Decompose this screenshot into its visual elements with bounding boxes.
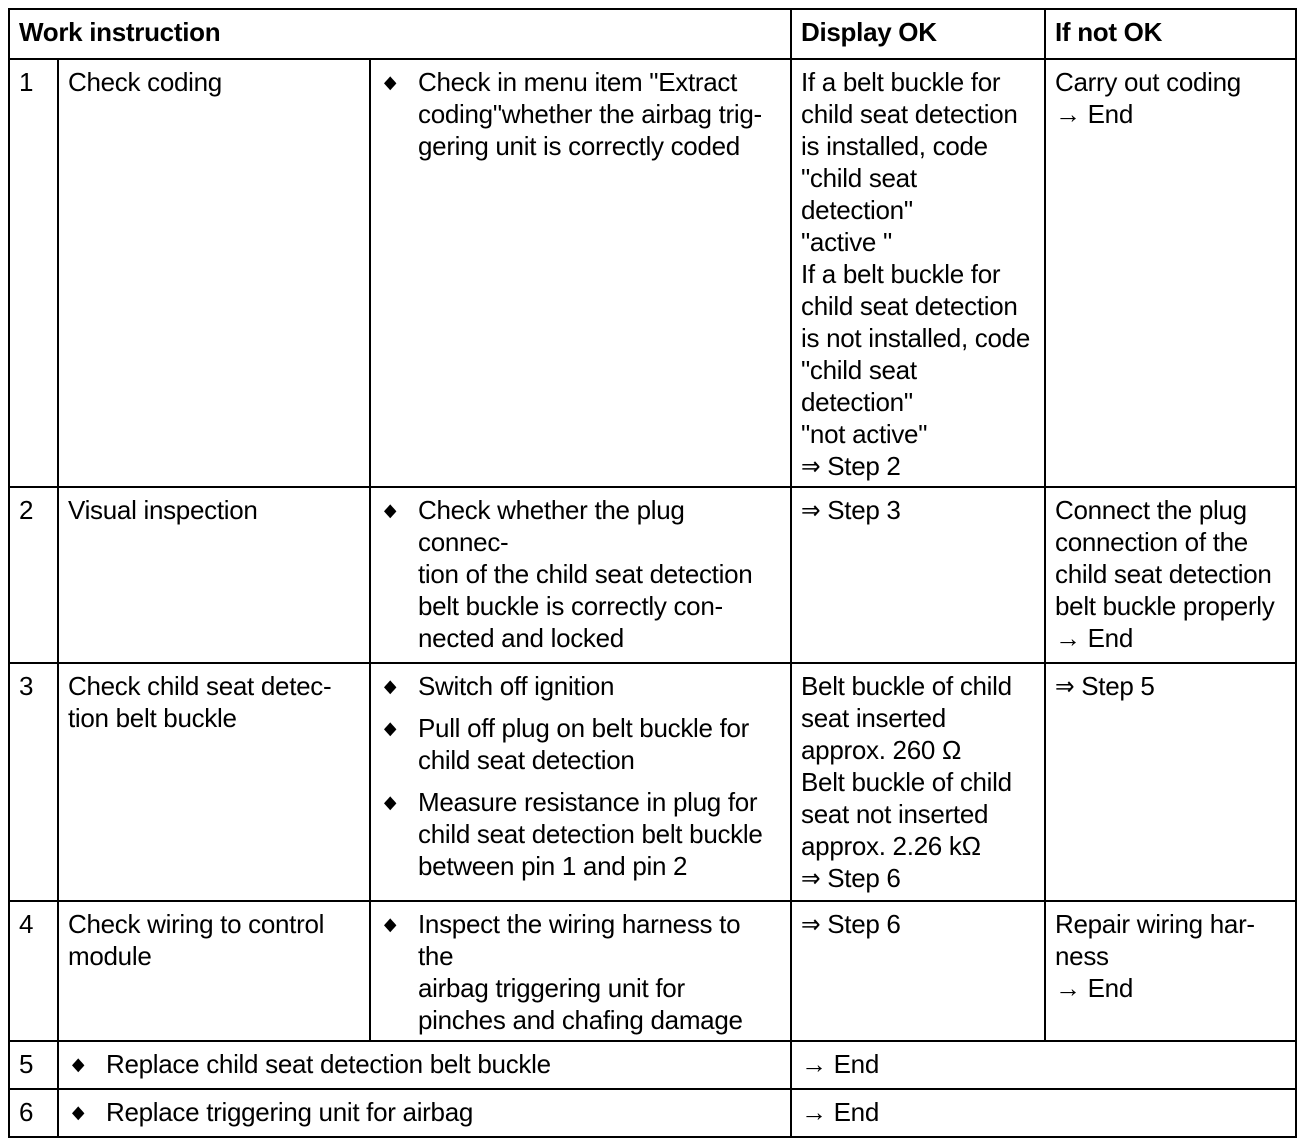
final-result-cell: → End [791, 1041, 1296, 1089]
step-row [9, 663, 1296, 901]
instruction-line: Check in menu item "Extract [418, 67, 738, 97]
bullet-diamond-icon: ◆ [72, 1102, 85, 1122]
instruction-list [380, 494, 781, 654]
final-instruction-cell [58, 1089, 791, 1137]
header-if-not-ok: If not OK [1045, 9, 1296, 59]
step-name-line: Check wiring to control [68, 909, 325, 939]
header-row [9, 9, 1296, 59]
display-ok-cell [791, 487, 1045, 663]
if-not-ok-line: ⇒ Step 5 [1055, 671, 1155, 701]
step-name [58, 901, 370, 1041]
step-number: 2 [9, 487, 58, 663]
display-ok-line: ⇒ Step 2 [801, 451, 901, 481]
step-name-line: module [68, 941, 152, 971]
instruction-list [380, 66, 781, 162]
instruction-line: pinches and chafing damage [418, 1005, 743, 1035]
step-instructions [370, 487, 791, 663]
instruction-item [68, 1096, 781, 1128]
display-ok-line: Belt buckle of child [801, 767, 1012, 797]
if-not-ok-line: Connect the plug [1055, 495, 1247, 525]
step-number: 4 [9, 901, 58, 1041]
instruction-line: tion of the child seat detection [418, 559, 753, 589]
bullet-diamond-icon: ◆ [384, 792, 397, 812]
if-not-ok-line: ness [1055, 941, 1109, 971]
step-name [58, 487, 370, 663]
instruction-line: gering unit is correctly coded [418, 131, 740, 161]
instruction-item [380, 670, 781, 702]
instruction-line: Inspect the wiring harness to the [418, 909, 741, 971]
instruction-item [380, 908, 781, 1036]
bullet-diamond-icon: ◆ [384, 72, 397, 92]
instruction-line: belt buckle is correctly con- [418, 591, 723, 621]
if-not-ok-cell [1045, 663, 1296, 901]
step-name-line: Check child seat detec- [68, 671, 332, 701]
display-ok-line: child seat detection [801, 99, 1018, 129]
instruction-list [380, 670, 781, 882]
step-name [58, 663, 370, 901]
final-instruction-cell [58, 1041, 791, 1089]
instruction-line: Check whether the plug connec- [418, 495, 685, 557]
instruction-line: airbag triggering unit for [418, 973, 685, 1003]
bullet-diamond-icon: ◆ [384, 914, 397, 934]
instruction-line: child seat detection [418, 745, 635, 775]
bullet-diamond-icon: ◆ [72, 1054, 85, 1074]
display-ok-line: seat inserted [801, 703, 946, 733]
instruction-line: between pin 1 and pin 2 [418, 851, 688, 881]
final-result-cell: → End [791, 1089, 1296, 1137]
if-not-ok-cell [1045, 901, 1296, 1041]
final-step-row [9, 1089, 1296, 1137]
display-ok-cell [791, 59, 1045, 487]
bullet-diamond-icon: ◆ [384, 718, 397, 738]
display-ok-cell [791, 901, 1045, 1041]
step-number: 6 [9, 1089, 58, 1137]
display-ok-line: If a belt buckle for [801, 259, 1001, 289]
step-row [9, 901, 1296, 1041]
display-ok-line: approx. 260 Ω [801, 735, 962, 765]
display-ok-line: "child seat detection" [801, 163, 917, 225]
step-instructions [370, 59, 791, 487]
instruction-list [380, 908, 781, 1036]
if-not-ok-line: Repair wiring har- [1055, 909, 1255, 939]
if-not-ok-line: child seat detection [1055, 559, 1272, 589]
if-not-ok-line: belt buckle properly [1055, 591, 1275, 621]
instruction-item [68, 1048, 781, 1080]
header-work-instruction: Work instruction [9, 9, 791, 59]
step-name-line: Check coding [68, 67, 222, 97]
final-step-row [9, 1041, 1296, 1089]
display-ok-line: ⇒ Step 3 [801, 495, 901, 525]
if-not-ok-line: → End [1055, 973, 1133, 1003]
display-ok-line: child seat detection [801, 291, 1018, 321]
instruction-line: coding"whether the airbag trig- [418, 99, 762, 129]
step-name-line: Visual inspection [68, 495, 258, 525]
instruction-item [380, 66, 781, 162]
instruction-item [380, 712, 781, 776]
step-instructions [370, 663, 791, 901]
instruction-item [380, 786, 781, 882]
display-ok-line: approx. 2.26 kΩ [801, 831, 981, 861]
step-number: 1 [9, 59, 58, 487]
if-not-ok-cell [1045, 59, 1296, 487]
if-not-ok-line: connection of the [1055, 527, 1248, 557]
if-not-ok-line: → End [1055, 623, 1133, 653]
bullet-diamond-icon: ◆ [384, 500, 397, 520]
if-not-ok-cell [1045, 487, 1296, 663]
step-row [9, 487, 1296, 663]
bullet-diamond-icon: ◆ [384, 676, 397, 696]
table-body [9, 59, 1296, 1137]
display-ok-line: seat not inserted [801, 799, 989, 829]
instruction-line: nected and locked [418, 623, 624, 653]
display-ok-line: If a belt buckle for [801, 67, 1001, 97]
step-name [58, 59, 370, 487]
instruction-line: Pull off plug on belt buckle for [418, 713, 750, 743]
step-number: 5 [9, 1041, 58, 1089]
if-not-ok-line: Carry out coding [1055, 67, 1241, 97]
instruction-line: child seat detection belt buckle [418, 819, 763, 849]
header-display-ok: Display OK [791, 9, 1045, 59]
display-ok-line: is not installed, code [801, 323, 1030, 353]
step-row [9, 59, 1296, 487]
display-ok-line: "active " [801, 227, 892, 257]
instruction-line: Measure resistance in plug for [418, 787, 758, 817]
step-instructions [370, 901, 791, 1041]
display-ok-line: ⇒ Step 6 [801, 909, 901, 939]
instruction-list [68, 1048, 781, 1080]
display-ok-cell [791, 663, 1045, 901]
step-number: 3 [9, 663, 58, 901]
display-ok-line: Belt buckle of child [801, 671, 1012, 701]
if-not-ok-line: → End [1055, 99, 1133, 129]
display-ok-line: ⇒ Step 6 [801, 863, 901, 893]
display-ok-line: "child seat detection" [801, 355, 917, 417]
work-instruction-table [8, 8, 1297, 1138]
instruction-line: Replace triggering unit for airbag [106, 1097, 474, 1127]
instruction-line: Replace child seat detection belt buckle [106, 1049, 551, 1079]
instruction-list [68, 1096, 781, 1128]
display-ok-line: "not active" [801, 419, 928, 449]
step-name-line: tion belt buckle [68, 703, 237, 733]
instruction-line: Switch off ignition [418, 671, 615, 701]
display-ok-line: is installed, code [801, 131, 988, 161]
instruction-item [380, 494, 781, 654]
